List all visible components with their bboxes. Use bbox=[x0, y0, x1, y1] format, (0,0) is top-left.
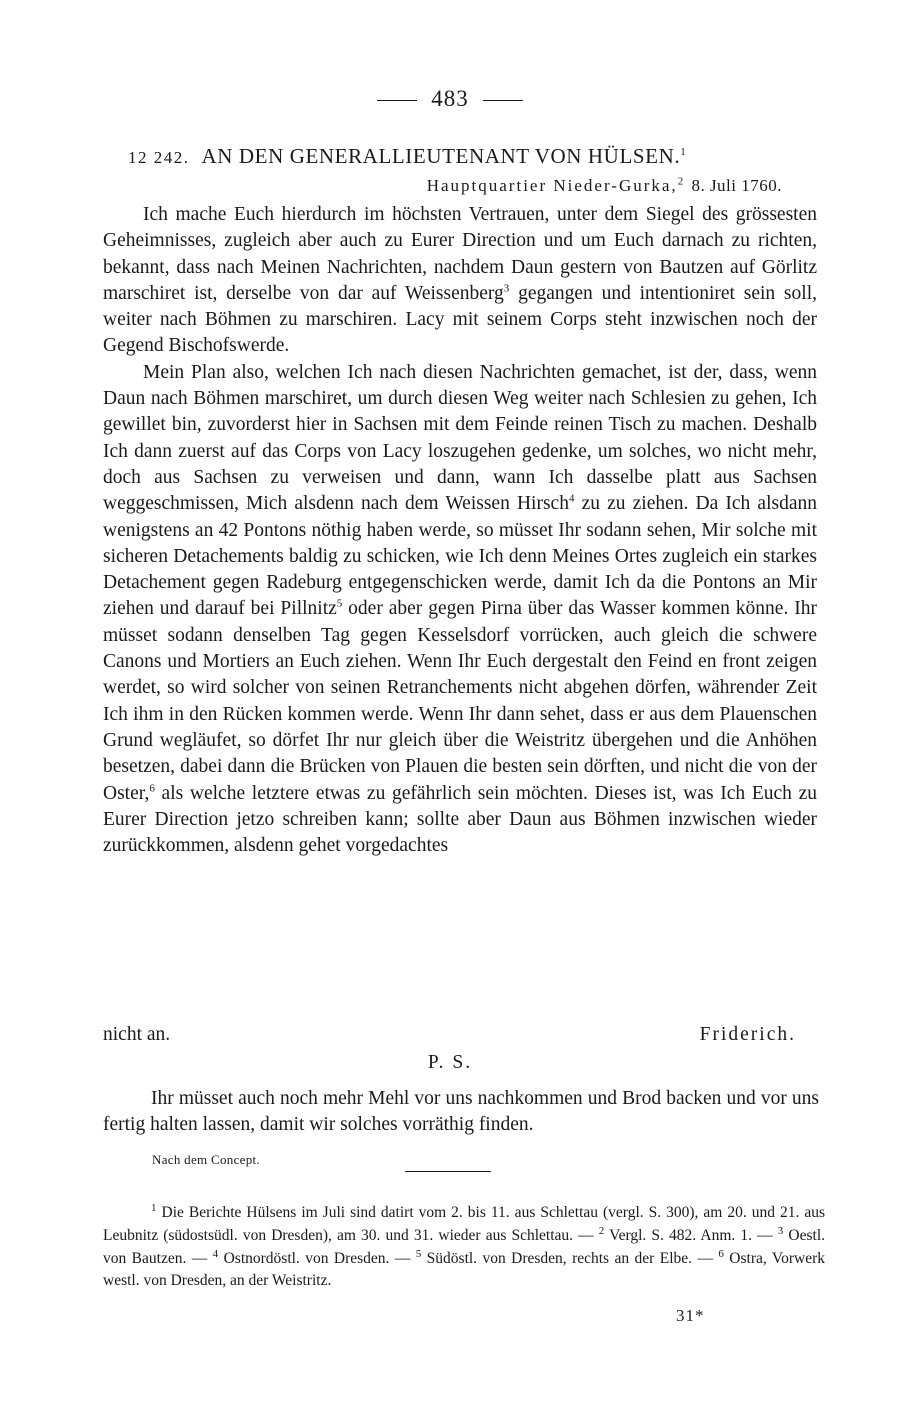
letter-paragraph-2-text-d: als welche letztere etwas zu gefährlich sein möchten. Dieses ist, was Ich Euch zu Eurer Direction jetzo schreiben kann; sollte aber Daun aus Böhmen inzwischen wieder zurückkommen, alsdenn gehet vorgedachtes bbox=[103, 782, 817, 857]
source-note: Nach dem Concept. bbox=[152, 1152, 260, 1167]
footnote-mark-2: 2 bbox=[598, 1224, 605, 1237]
letter-heading bbox=[128, 144, 808, 169]
footnote-mark-1: 1 bbox=[151, 1201, 157, 1214]
footnote-mark-6: 6 bbox=[718, 1247, 724, 1260]
letter-paragraph-1-text-a: Ich mache Euch hierdurch im höchsten Vertrauen, unter dem Siegel des grössesten Geheimnisses, zugleich aber auch zu Eurer Direction und um Euch darnach zu richten, bekannt, dass nach Meinen Nachrichten, nachdem Daun gestern von Bautzen auf Görlitz marschiret ist, derselbe von dar auf Weissenberg bbox=[103, 204, 817, 304]
footnote-ref-6: 6 bbox=[149, 782, 155, 795]
letter-paragraph-1 bbox=[103, 202, 817, 360]
footnote-1: Die Berichte Hülsens im Juli sind datirt vom 2. bis 11. aus Schlettau (vergl. S. 300), am 20. und 21. aus Leubnitz (südostsüdl. von Dresden), am 30. und 31. wieder aus Schlettau. — bbox=[103, 1204, 825, 1244]
letter-paragraph-2-text-c: oder aber gegen Pirna über das Wasser kommen könne. Ihr müsset sodann denselben Tag gegen Kesselsdorf vorrücken, auch gleich die schwere Canons und Mortiers an Euch ziehen. Wenn Ihr Euch dergestalt den Feind en front zeigen werdet, so wird solcher von seinen Retranchements nicht abgehen dörfen, währender Zeit Ich ihm in den Rücken kommen werde. Wenn Ihr dann sehet, dass er aus dem Plauenschen Grund wegläufet, so dörfet Ihr nur gleich über die Weistritz übergehen und die Anhöhen besetzen, dabei dann die Brücken von Plauen die besten sein dörften, und nicht die von der Oster, bbox=[103, 598, 817, 804]
footnote-divider bbox=[405, 1171, 491, 1172]
footnote-2: Vergl. S. 482. Anm. 1. — bbox=[604, 1226, 778, 1244]
letter-paragraph-2-text-b: zu zu ziehen. Da Ich alsdann wenigstens an 42 Pontons nöthig haben werde, so müsset Ihr sodann sehen, Mir solche mit sicheren Detachements baldig zu schicken, wie Ich denn Meines Ortes zugleich ein starkes Detachement gegen Radeburg entgegenschicken werde, damit Ich da die Pontons an Mir ziehen und darauf bei Pillnitz bbox=[103, 493, 817, 620]
letter-number: 12 242. bbox=[128, 148, 190, 167]
closing-line: nicht an. bbox=[103, 1024, 171, 1045]
dateline-place: Hauptquartier Nieder-Gurka, bbox=[426, 176, 678, 195]
footnote-mark-4: 4 bbox=[212, 1247, 219, 1260]
letter-body bbox=[103, 202, 817, 859]
footnote-ref-5: 5 bbox=[336, 597, 343, 610]
postscript-text: Ihr müsset auch noch mehr Mehl vor uns nachkommen und Brod backen und vor uns fertig halten lassen, damit wir solches vorräthig finden. bbox=[103, 1088, 819, 1136]
footnote-6: Ostra, Vorwerk westl. von Dresden, an der Weistritz. bbox=[103, 1249, 825, 1290]
postscript-heading: P. S. bbox=[427, 1052, 473, 1073]
footnote-mark-5: 5 bbox=[415, 1247, 422, 1260]
letter-paragraph-2 bbox=[103, 360, 817, 860]
page-number-dash-right bbox=[483, 100, 523, 101]
footnotes bbox=[103, 1202, 825, 1293]
footnote-4: Ostnordöstl. von Dresden. — bbox=[218, 1249, 416, 1267]
footnote-mark-3: 3 bbox=[777, 1224, 784, 1237]
dateline bbox=[427, 176, 782, 196]
letter-title: AN DEN GENERALLIEUTENANT VON HÜLSEN. bbox=[201, 144, 681, 168]
footnote-ref-1: 1 bbox=[680, 146, 687, 158]
signature-mark: 31* bbox=[676, 1306, 705, 1325]
page-number bbox=[0, 86, 900, 112]
signature: Friderich. bbox=[699, 1024, 796, 1045]
page-number-dash-left bbox=[377, 100, 417, 101]
footnote-5: Südöstl. von Dresden, rechts an der Elbe. — bbox=[421, 1249, 719, 1267]
postscript bbox=[103, 1086, 819, 1139]
footnote-ref-3: 3 bbox=[503, 282, 510, 295]
footnote-ref-2: 2 bbox=[677, 175, 686, 188]
dateline-date: 8. Juli 1760. bbox=[691, 176, 782, 195]
letter-paragraph-2-text-a: Mein Plan also, welchen Ich nach diesen Nachrichten gemachet, ist der, dass, wenn Daun nach Böhmen marschiret, um durch diesen Weg weiter nach Schlesien zu gehen, Ich gewillet bin, zuvorderst hier in Sachsen mit dem Feinde reinen Tisch zu machen. Deshalb Ich dann zuerst auf das Corps von Lacy loszugehen gedenke, um solches, wo nicht mehr, doch aus Sachsen zu verweisen und dann, wann Ich dasselbe platt aus Sachsen weggeschmissen, Mich alsdenn nach dem Weissen Hirsch bbox=[103, 361, 817, 515]
footnote-3: Oestl. von Bautzen. — bbox=[103, 1226, 826, 1267]
letter-paragraph-1-text-b: gegangen und intentioniret sein soll, weiter nach Böhmen zu marschiren. Lacy mit seinem Corps steht inzwischen noch der Gegend Bischofswerde. bbox=[103, 282, 817, 357]
page-number-value: 483 bbox=[431, 86, 469, 111]
footnote-ref-4: 4 bbox=[568, 492, 575, 505]
footnote-block bbox=[103, 1202, 825, 1293]
